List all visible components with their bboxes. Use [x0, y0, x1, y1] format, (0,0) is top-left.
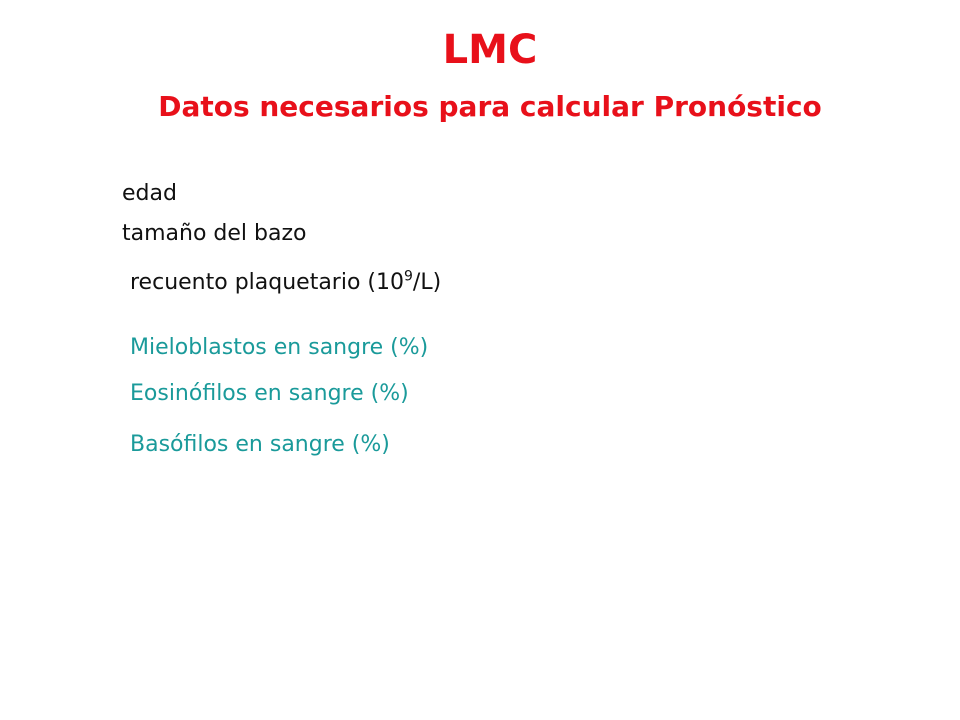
item-tamano-bazo: tamaño del bazo: [122, 221, 307, 246]
platelet-prefix: recuento plaquetario (10: [130, 270, 404, 295]
item-mieloblastos: Mieloblastos en sangre (%): [130, 335, 429, 360]
slide-subtitle: Datos necesarios para calcular Pronóstico: [158, 90, 822, 123]
item-recuento-plaquetario: [130, 268, 441, 298]
slide-title: LMC: [442, 27, 538, 73]
item-basofilos: Basófilos en sangre (%): [130, 432, 390, 457]
item-eosinofilos: Eosinófilos en sangre (%): [130, 381, 409, 406]
item-edad: edad: [122, 181, 177, 206]
platelet-suffix: /L): [412, 270, 442, 295]
platelet-superscript: 9: [404, 268, 413, 285]
